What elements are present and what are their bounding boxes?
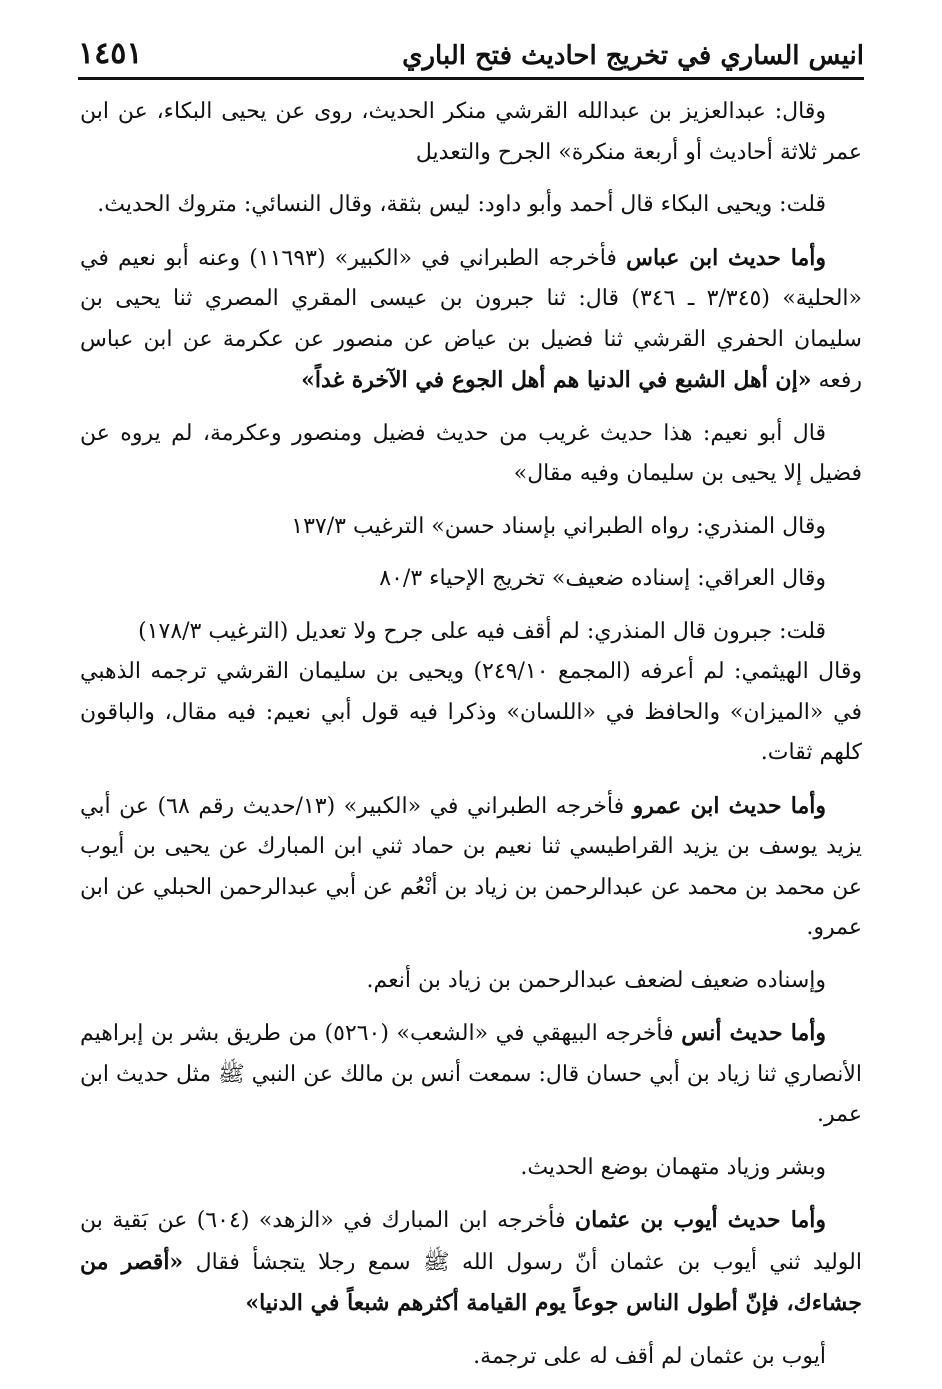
section-lead: وأما حديث ابن عباس — [626, 244, 826, 271]
paragraph: وقال العراقي: إسناده ضعيف» تخريج الإحياء ٨٠/٣ — [379, 566, 826, 591]
paragraph: وقال المنذري: رواه الطبراني بإسناد حسن» الترغيب ١٣٧/٣ — [291, 513, 826, 539]
page-header — [78, 34, 864, 80]
paragraph: قال أبو نعيم: هذا حديث غريب من حديث فضيل ومنصور وعكرمة، لم يروه عن فضيل إلا يحيى بن سليمان وفيه مقال» — [80, 420, 862, 486]
paragraph: وأما حديث ابن عمرو فأخرجه الطبراني في «الكبير» (١٣/حديث رقم ٦٨) عن أبي يزيد يوسف بن يزيد القراطيسي ثنا نعيم بن حماد ثني ابن المبارك عن يحيى بن أيوب عن محمد بن محمد عن عبدالرحمن بن زياد بن أنْعُم عن أبي عبدالرحمن الحبلي عن ابن عمرو. — [80, 792, 862, 940]
paragraph: وأما حديث ابن عباس فأخرجه الطبراني في «الكبير» (١١٦٩٣) وعنه أبو نعيم في «الحلية» (٣/٣٤٥ ـ ٣٤٦) قال: ثنا جبرون بن عيسى المقري المصري ثنا يحيى بن سليمان الحفري القرشي ثنا فضيل بن عياض عن منصور عن عكرمة عن ابن عباس رفعه «إن أهل الشبع في الدنيا هم أهل الجوع في الآخرة غداً» — [80, 244, 862, 393]
running-title: انيس الساري في تخريج احاديث فتح الباري — [402, 41, 864, 71]
page-number: ١٤٥١ — [78, 36, 143, 71]
section-lead: وأما حديث ابن عمرو — [632, 792, 826, 819]
section-lead: وأما حديث أيوب بن عثمان — [574, 1207, 826, 1233]
paragraph: وأما حديث أيوب بن عثمان فأخرجه ابن المبارك في «الزهد» (٦٠٤) عن بَقية بن الوليد ثني أيوب بن عثمان أنّ رسول الله ﷺ سمع رجلا يتجشأ فقال «أقصر من جشاءك، فإنّ أطول الناس جوعاً يوم القيامة أكثرهم شبعاً في الدنيا» — [80, 1207, 862, 1316]
paragraph: وقال: عبدالعزيز بن عبدالله القرشي منكر الحديث، روى عن يحيى البكاء، عن ابن عمر ثلاثة أحاديث أو أربعة منكرة» الجرح والتعديل — [80, 99, 862, 165]
paragraph: قلت: ويحيى البكاء قال أحمد وأبو داود: ليس بثقة، وقال النسائي: متروك الحديث. — [97, 192, 826, 217]
section-lead: وأما حديث أنس — [681, 1020, 826, 1046]
paragraph: أيوب بن عثمان لم أقف له على ترجمة. — [473, 1343, 826, 1369]
paragraph: وإسناده ضعيف لضعف عبدالرحمن بن زياد بن أنعم. — [366, 967, 826, 993]
hadith-quote: «أقصر من جشاءك، فإنّ أطول الناس جوعاً يوم القيامة أكثرهم شبعاً في الدنيا» — [80, 1248, 862, 1316]
body-text — [80, 92, 862, 1389]
paragraph: وأما حديث أنس فأخرجه البيهقي في «الشعب» (٥٢٦٠) من طريق بشر بن إبراهيم الأنصاري ثنا زياد بن أبي حسان قال: سمعت أنس بن مالك عن النبي ﷺ مثل حديث ابن عمر. — [80, 1020, 862, 1127]
paragraph: وقال الهيثمي: لم أعرفه (المجمع ٢٤٩/١٠) ويحيى بن سليمان القرشي ترجمه الذهبي في «الميزان» والحافظ في «اللسان» وذكرا فيه قول أبي نعيم: فيه مقال، والباقون كلهم ثقات. — [80, 659, 862, 765]
paragraph: وبشر وزياد متهمان بوضع الحديث. — [520, 1154, 826, 1180]
hadith-quote: «إن أهل الشبع في الدنيا هم أهل الجوع في الآخرة غداً» — [301, 367, 812, 393]
paragraph: قلت: جبرون قال المنذري: لم أقف فيه على جرح ولا تعديل (الترغيب ١٧٨/٣) — [138, 618, 826, 644]
